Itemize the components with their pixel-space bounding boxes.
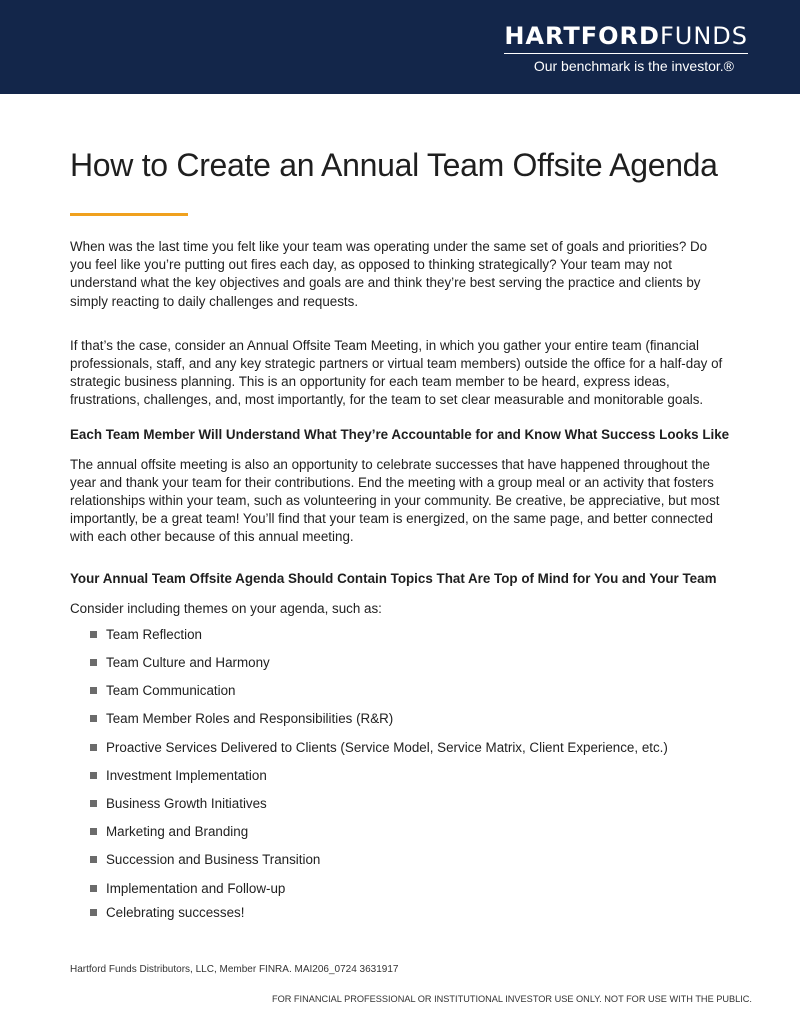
list-item (90, 767, 730, 785)
square-bullet-icon (90, 631, 97, 638)
section-heading-accountability: Each Team Member Will Understand What They’re Accountable for and Know What Success Looks Like (70, 426, 730, 442)
square-bullet-icon (90, 909, 97, 916)
list-item-text: Succession and Business Transition (106, 852, 321, 868)
list-item-text: Implementation and Follow-up (106, 880, 286, 896)
list-item-text: Team Reflection (106, 626, 203, 642)
list-item (90, 654, 730, 672)
square-bullet-icon (90, 800, 97, 807)
square-bullet-icon (90, 885, 97, 892)
intro-paragraph: When was the last time you felt like your team was operating under the same set of goals and priorities? Do you feel like you’re putting out fires each day, as opposed to thinking strategically? Your team may not understand what the key objectives and goals are and think they’re best serving the practice and clients by simply reacting to daily challenges and requests. (70, 239, 708, 309)
footer-disclosure: Hartford Funds Distributors, LLC, Member FINRA. MAI206_0724 3631917 (70, 964, 399, 975)
list-item (90, 880, 730, 898)
brand-divider (504, 53, 748, 54)
header-banner (0, 0, 800, 94)
square-bullet-icon (90, 772, 97, 779)
brand-wordmark (504, 22, 748, 50)
list-item-text: Investment Implementation (106, 767, 267, 783)
list-item-text: Celebrating successes! (106, 904, 245, 920)
list-item-text: Team Culture and Harmony (106, 655, 270, 671)
square-bullet-icon (90, 856, 97, 863)
list-item (90, 710, 730, 728)
brand-name-bold: HARTFORD (504, 22, 660, 50)
list-item (90, 823, 730, 841)
title-accent-rule (70, 213, 188, 216)
list-item-text: Team Member Roles and Responsibilities (R&R) (106, 711, 394, 727)
brand-tagline: Our benchmark is the investor.® (533, 58, 734, 74)
list-item-text: Proactive Services Delivered to Clients (Service Model, Service Matrix, Client Experience, etc.) (106, 739, 668, 755)
list-item (90, 851, 730, 869)
brand-logo (504, 22, 748, 74)
offsite-paragraph: If that’s the case, consider an Annual Offsite Team Meeting, in which you gather your entire team (financial professionals, staff, and any key strategic partners or virtual team members) outside the office for a half-day of strategic business planning. This is an opportunity for each team member to be heard, express ideas, frustrations, challenges, and, most importantly, for the team to set clear measurable and monitorable goals. (70, 337, 723, 408)
section-heading-agenda: Your Annual Team Offsite Agenda Should Contain Topics That Are Top of Mind for You and Your Team (70, 570, 717, 586)
agenda-intro: Consider including themes on your agenda, such as: (70, 600, 382, 616)
list-item-text: Marketing and Branding (106, 824, 249, 840)
celebration-paragraph: The annual offsite meeting is also an opportunity to celebrate successes that have happened throughout the year and thank your team for their contributions. End the meeting with a group meal or an activity that fosters relationships within your team, such as volunteering in your community. Be creative, be appreciative, but most importantly, be a great team! You’ll find that your team is energized, on the same page, and better connected with each other because of this annual meeting. (70, 456, 720, 545)
square-bullet-icon (90, 659, 97, 666)
square-bullet-icon (90, 744, 97, 751)
list-item (90, 682, 730, 700)
square-bullet-icon (90, 687, 97, 694)
page-title: How to Create an Annual Team Offsite Agenda (70, 147, 718, 183)
list-item (90, 626, 730, 644)
list-item (90, 795, 730, 813)
list-item (90, 739, 730, 757)
agenda-topics-list (70, 626, 730, 922)
brand-name-light: FUNDS (659, 22, 748, 50)
article-body (70, 238, 730, 922)
square-bullet-icon (90, 828, 97, 835)
list-item (90, 904, 730, 922)
footer-usage-notice: FOR FINANCIAL PROFESSIONAL OR INSTITUTIONAL INVESTOR USE ONLY. NOT FOR USE WITH THE PUBLIC. (271, 994, 752, 1004)
list-item-text: Business Growth Initiatives (106, 795, 267, 811)
square-bullet-icon (90, 715, 97, 722)
list-item-text: Team Communication (106, 683, 236, 699)
